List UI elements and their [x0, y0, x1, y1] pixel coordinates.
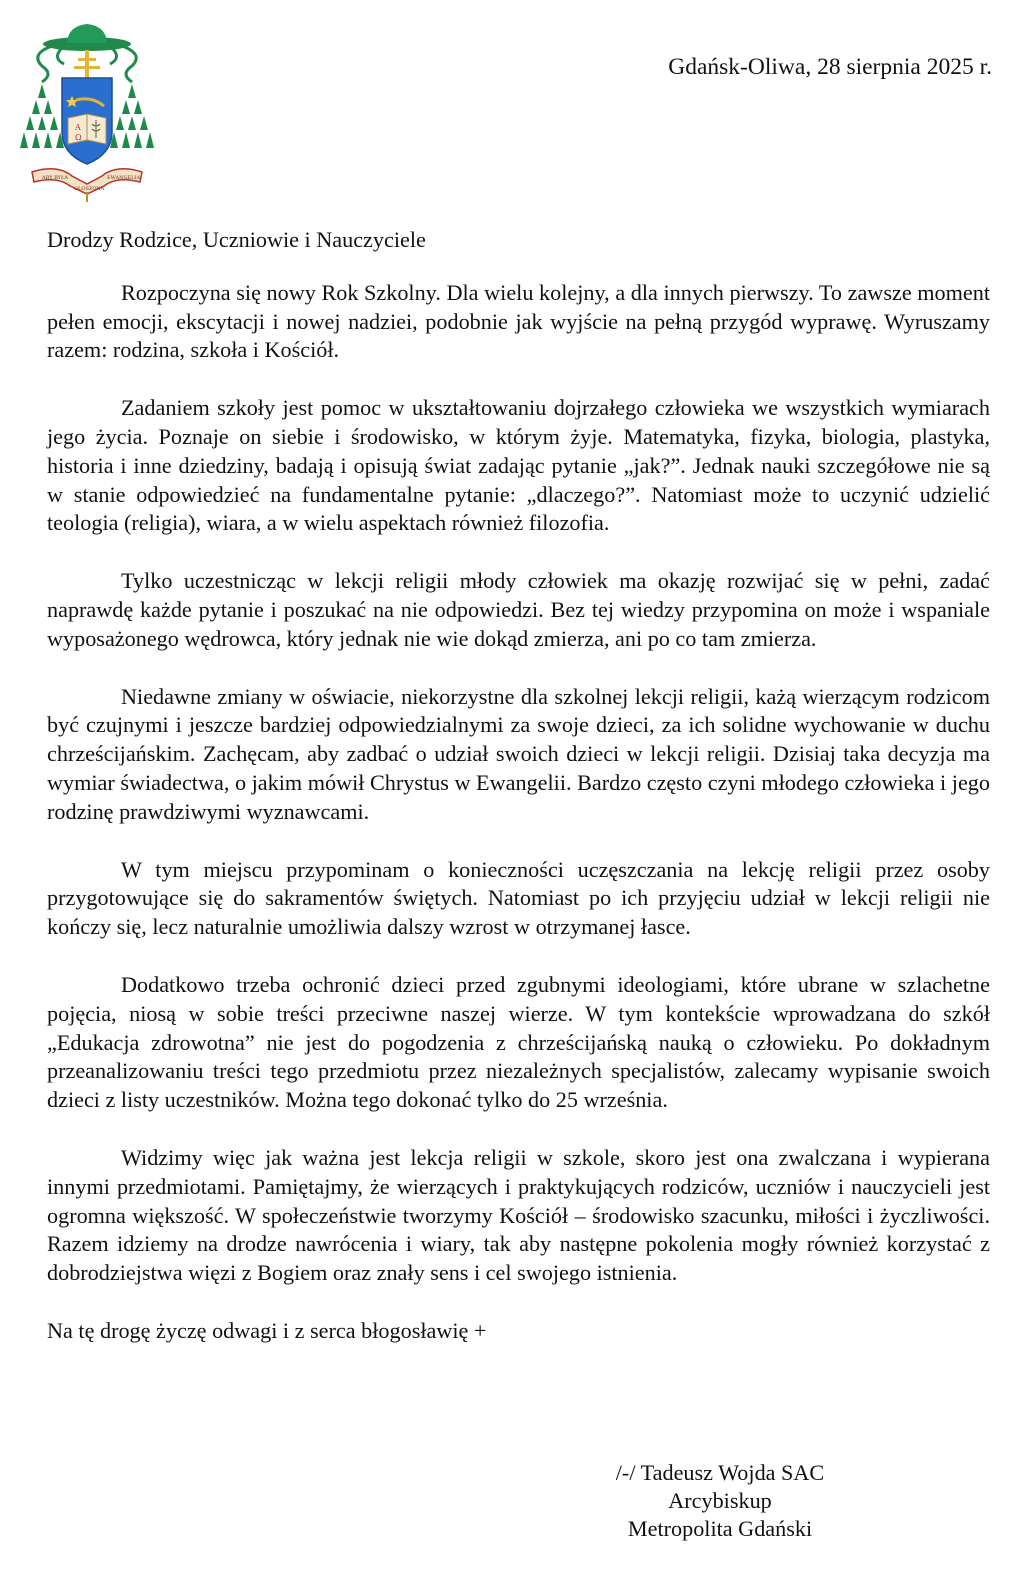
place-date: Gdańsk-Oliwa, 28 sierpnia 2025 r.: [668, 54, 992, 80]
omega-letter: Ω: [75, 133, 82, 142]
greeting: Drodzy Rodzice, Uczniowie i Nauczyciele: [47, 227, 426, 252]
signature-block: [560, 1459, 880, 1543]
closing-blessing: Na tę drogę życzę odwagi i z serca błogosławię +: [47, 1317, 487, 1343]
motto-center: GŁOSZONA: [74, 186, 105, 192]
paragraph-7: Widzimy więc jak ważna jest lekcja religii w szkole, skoro jest ona zwalczana i wypierana innymi przedmiotami. Pamiętajmy, że wierzących i praktykujących rodziców, uczniów i nauczycieli jest ogromna większość. W społeczeństwie tworzymy Kościół – środowisko szacunku, miłości i życzliwości. Razem idziemy na drodze nawrócenia i wiary, tak aby następne pokolenia mogły również korzystać z dobrodziejstwa więzi z Bogiem oraz znały sens i cel swojego istnienia.: [47, 1144, 990, 1286]
paragraph-5: W tym miejscu przypominam o konieczności uczęszczania na lekcję religii przez osoby przygotowujące się do sakramentów świętych. Natomiast po ich przyjęciu udział w lekcji religii nie kończy się, lecz naturalnie umożliwia dalszy wzrost w otrzymanej łasce.: [47, 856, 990, 940]
paragraph-2: Zadaniem szkoły jest pomoc w ukształtowaniu dojrzałego człowieka we wszystkich wymiarach jego życia. Poznaje on siebie i środowisko, w którym żyje. Matematyka, fizyka, biologia, plastyka, historia i inne dziedziny, badają i opisują świat zadając pytanie „jak?”. Jednak nauki szczegółowe nie są w stanie odpowiedzieć na fundamentalne pytanie: „dlaczego?”. Natomiast może to uczynić udzielić teologia (religia), wiara, a w wielu aspektach również filozofia.: [47, 395, 990, 536]
paragraph-4: Niedawne zmiany w oświacie, niekorzystne dla szkolnej lekcji religii, każą wierzącym rodzicom być czujnymi i jeszcze bardziej odpowiedzialnymi za swoje dzieci, za ich solidne wychowanie w duchu chrześcijańskim. Zachęcam, aby zadbać o udział swoich dzieci w lekcji religii. Dzisiaj taka decyzja ma wymiar świadectwa, o jakim mówił Chrystus w Ewangelii. Bardzo często czyni młodego człowieka i jego rodzinę prawdziwymi wyznawcami.: [47, 683, 990, 824]
signatory-name: /-/ Tadeusz Wojda SAC: [615, 1460, 825, 1485]
letter-body: [47, 226, 990, 1346]
coat-of-arms: [12, 14, 162, 204]
motto-right: EWANGELIA: [107, 175, 141, 181]
coat-of-arms-icon: [12, 14, 162, 204]
signatory-office: Metropolita Gdański: [627, 1516, 813, 1541]
signatory-title: Arcybiskup: [668, 1488, 772, 1513]
alpha-letter: Α: [75, 123, 81, 132]
paragraph-1: Rozpoczyna się nowy Rok Szkolny. Dla wielu kolejny, a dla innych pierwszy. To zawsze moment pełen emocji, ekscytacji i nowej nadziei, podobnie jak wyjście na pełną przygód wyprawę. Wyruszamy razem: rodzina, szkoła i Kościół.: [47, 279, 990, 363]
motto-left: ABY BYŁA: [42, 175, 68, 181]
paragraph-6: Dodatkowo trzeba ochronić dzieci przed zgubnymi ideologiami, które ubrane w szlachetne pojęcia, niosą w sobie treści przeciwne naszej wierze. W tym kontekście wprowadzana do szkół „Edukacja zdrowotna” nie jest do pogodzenia z chrześcijańską nauką o człowieku. Po dokładnym przeanalizowaniu treści tego przedmiotu przez niezależnych specjalistów, zalecamy wypisanie swoich dzieci z listy uczestników. Można tego dokonać tylko do 25 września.: [47, 971, 990, 1113]
paragraph-3: Tylko uczestnicząc w lekcji religii młody człowiek ma okazję rozwijać się w pełni, zadać naprawdę każde pytanie i poszukać na nie odpowiedzi. Bez tej wiedzy przypomina on może i wspaniale wyposażonego wędrowca, który jednak nie wie dokąd zmierza, ani po co tam zmierza.: [47, 568, 990, 651]
